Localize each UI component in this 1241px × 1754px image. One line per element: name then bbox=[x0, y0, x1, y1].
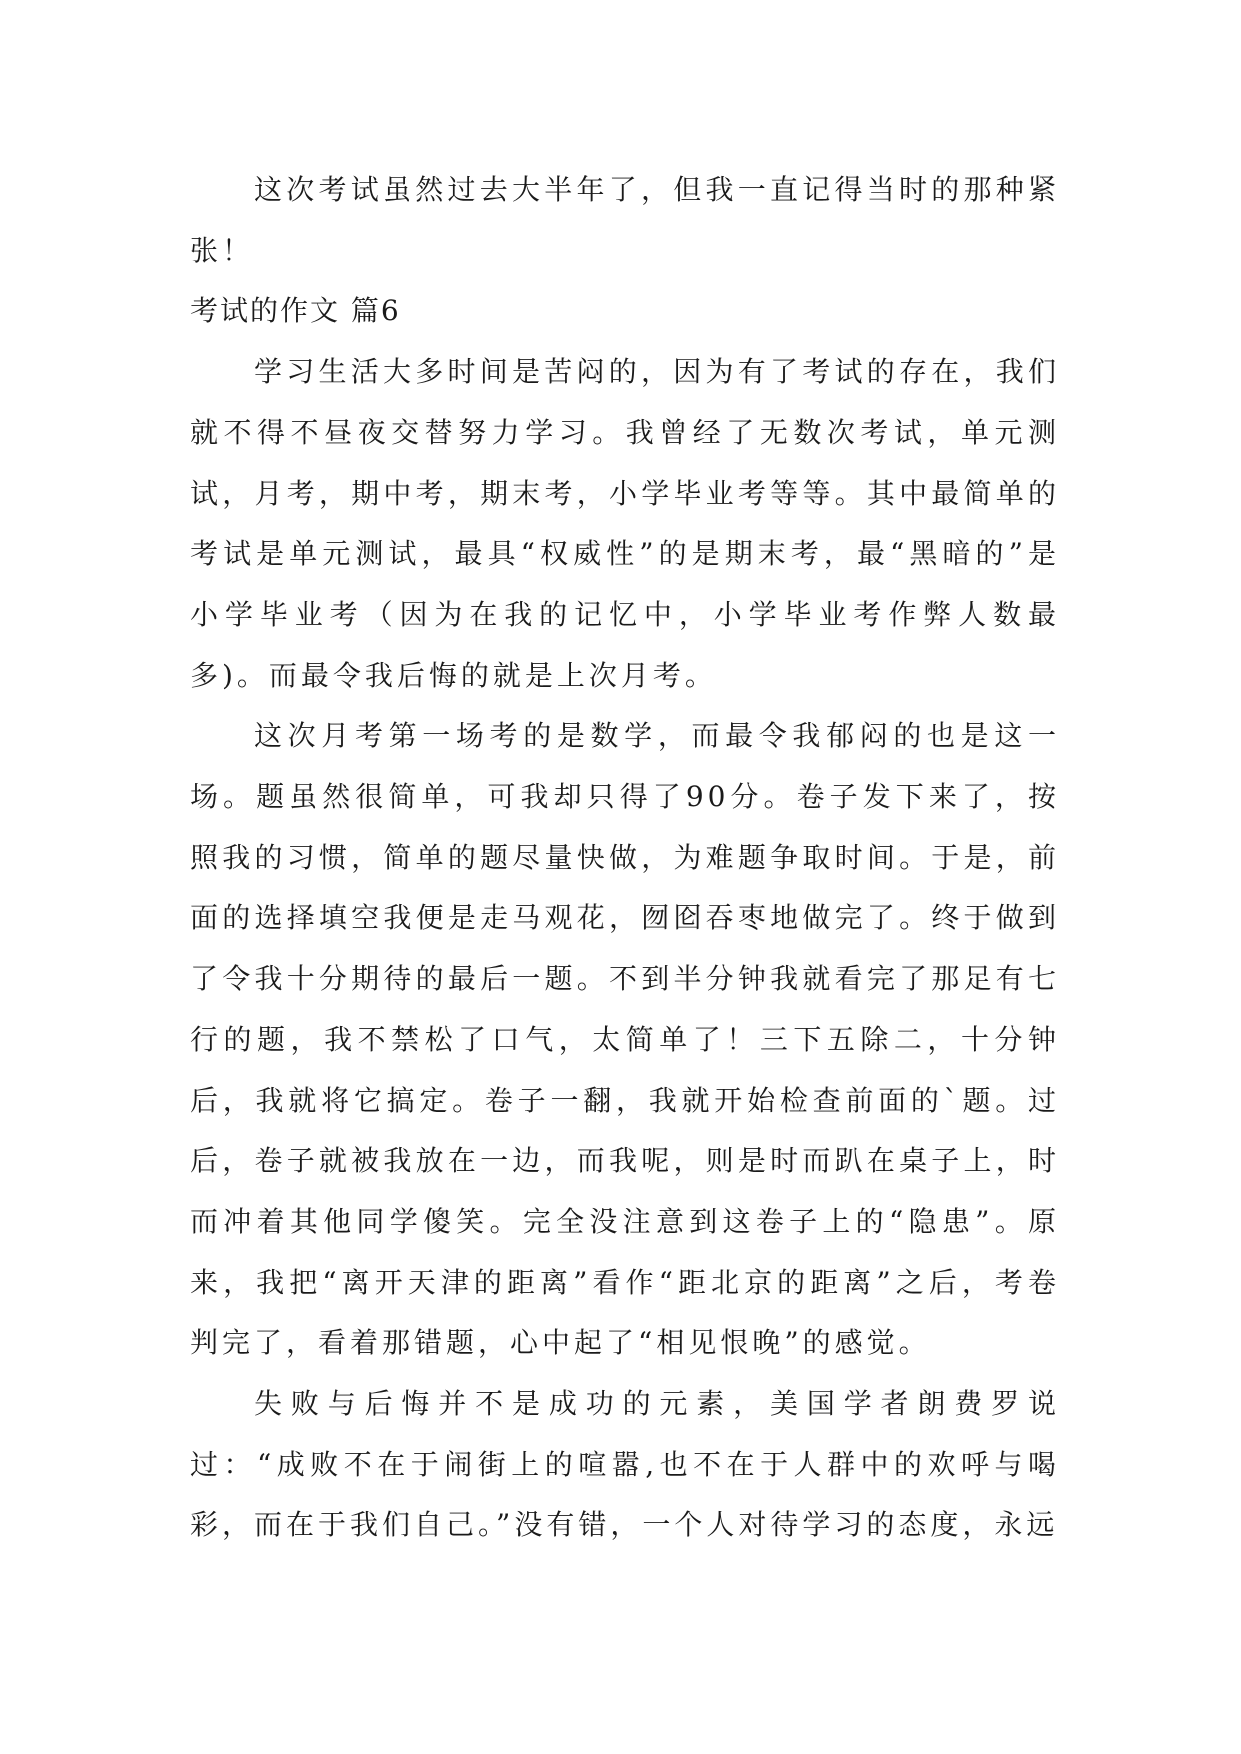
paragraph-monthly-exam: 这次月考第一场考的是数学，而最令我郁闷的也是这一场。题虽然很简单，可我却只得了90分。卷子发下来了，按照我的习惯，简单的题尽量快做，为难题争取时间。于是，前面的选择填空我便是走马观花，囫囵吞枣地做完了。终于做到了令我十分期待的最后一题。不到半分钟我就看完了那足有七行的题，我不禁松了口气，太简单了！三下五除二，十分钟后，我就将它搞定。卷子一翻，我就开始检查前面的`题。过后，卷子就被我放在一边，而我呢，则是时而趴在桌子上，时而冲着其他同学傻笑。完全没注意到这卷子上的“隐患”。原来，我把“离开天津的距离”看作“距北京的距离”之后，考卷判完了，看着那错题，心中起了“相见恨晚”的感觉。 bbox=[190, 719, 1060, 1360]
paragraph-failure-regret: 失败与后悔并不是成功的元素，美国学者朗费罗说过：“成败不在于闹街上的喧嚣,也不在于人群中的欢呼与喝彩，而在于我们自己。”没有错，一个人对待学习的态度，永远 bbox=[190, 1387, 1060, 1542]
document-page bbox=[190, 160, 1060, 1556]
paragraph-exam-tension: 这次考试虽然过去大半年了，但我一直记得当时的那种紧张！ bbox=[190, 173, 1060, 267]
section-heading: 考试的作文 篇6 bbox=[190, 294, 401, 328]
paragraph-study-life: 学习生活大多时间是苦闷的，因为有了考试的存在，我们就不得不昼夜交替努力学习。我曾经了无数次考试，单元测试，月考，期中考，期末考，小学毕业考等等。其中最简单的考试是单元测试，最具“权威性”的是期末考，最“黑暗的”是小学毕业考（因为在我的记忆中，小学毕业考作弊人数最多)。而最令我后悔的就是上次月考。 bbox=[190, 355, 1060, 692]
